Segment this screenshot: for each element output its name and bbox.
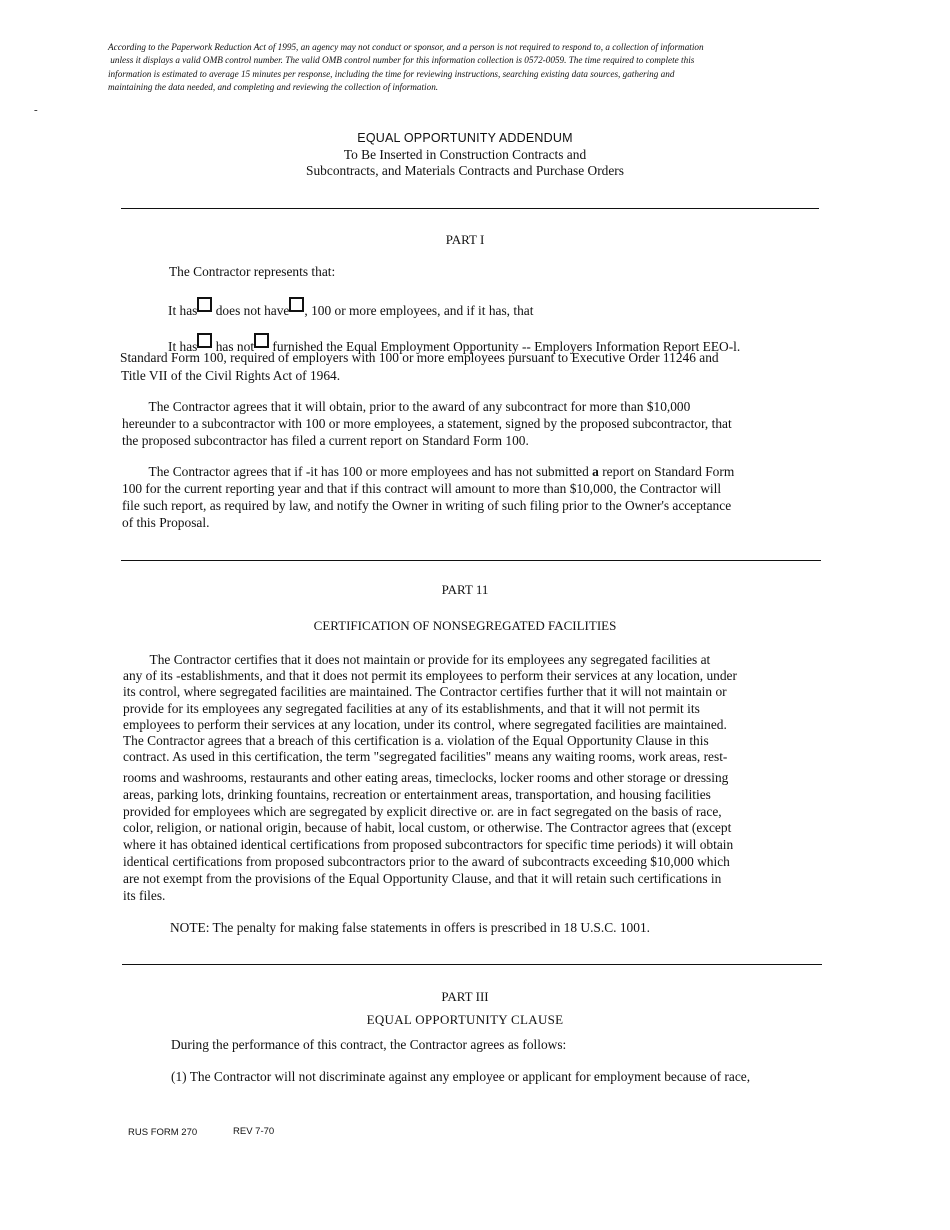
report-suffix: furnished the Equal Employment Opportunity -- Employers Information Report EEO-l. (269, 339, 741, 354)
notice-line: information is estimated to average 15 minutes per response, including the time for reviewing instructions, searching existing data sources, gathering and (108, 68, 675, 79)
part-2-heading: PART 11 (441, 582, 489, 597)
document-subtitle: Subcontracts, and Materials Contracts and Purchase Orders (306, 163, 624, 178)
paragraph-line: color, religion, or national origin, because of habit, local custom, or otherwise. The Contractor agrees that (except (123, 820, 732, 836)
paragraph-line: file such report, as required by law, and notify the Owner in writing of such filing prior to the Owner's acceptance (122, 498, 732, 513)
paragraph-line: The Contractor agrees that it will obtain, prior to the award of any subcontract for more than $10,000 (122, 399, 691, 414)
divider (122, 964, 822, 965)
penalty-note: NOTE: The penalty for making false statements in offers is prescribed in 18 U.S.C. 1001. (170, 920, 650, 935)
paragraph-line: are not exempt from the provisions of the Equal Opportunity Clause, and that it will retain such certifications in (123, 870, 722, 886)
divider (121, 208, 819, 209)
form-revision: REV 7-70 (233, 1126, 275, 1137)
paragraph-line: hereunder to a subcontractor with 100 or more employees, a statement, signed by the proposed subcontractor, that (122, 416, 732, 431)
employees-suffix: , 100 or more employees, and if it has, that (304, 303, 534, 318)
notice-line: maintaining the data needed, and completing and reviewing the collection of information. (108, 82, 439, 93)
paperwork-notice (108, 41, 828, 95)
has-employees-checkbox[interactable] (197, 297, 212, 312)
notice-line: unless it displays a valid OMB control number. The valid OMB control number for this information collection is 0572-0059. The time required to complete this (108, 55, 695, 66)
divider (121, 560, 821, 561)
part-3-heading: PART III (441, 989, 489, 1004)
paragraph-line: contract. As used in this certification, the term "segregated facilities" means any waiting rooms, work areas, rest- (123, 749, 728, 765)
paragraph-line: The Contractor agrees that a breach of this certification is a. violation of the Equal Opportunity Clause in this (123, 733, 709, 749)
paragraph-line: employees to perform their services at any location, under its control, where segregated facilities are maintained. (123, 716, 727, 732)
submit-line-1c: report on Standard Form (598, 464, 735, 479)
paragraph-line: areas, parking lots, drinking fountains, recreation or entertainment areas, transportation, and housing facilities (123, 786, 711, 802)
paragraph-line: any of its -establishments, and that it does not permit its employees to perform their services at any location, under (123, 668, 737, 684)
employees-middle: does not have (212, 303, 290, 318)
certification-paragraph-a (123, 652, 737, 765)
paragraph-line: 100 for the current reporting year and that if this contract will amount to more than $10,000, the Contractor will (122, 481, 722, 496)
paragraph-line: its control, where segregated facilities are maintained. The Contractor certifies further that it will not maintain or (123, 684, 727, 700)
paragraph-line: its files. (123, 887, 166, 903)
stray-mark: - (34, 104, 38, 116)
document-title: EQUAL OPPORTUNITY ADDENDUM (357, 131, 573, 145)
paragraph-line: provide for its employees any segregated facilities at any of its establishments, and that it will not permit its (123, 700, 700, 716)
obtain-paragraph (122, 398, 732, 449)
has-furnished-checkbox[interactable] (197, 333, 212, 348)
clause-item-1: (1) The Contractor will not discriminate against any employee or applicant for employment because of race, (171, 1069, 751, 1084)
document-subtitle: To Be Inserted in Construction Contracts and (343, 147, 587, 162)
paragraph-line: of this Proposal. (122, 515, 210, 530)
report-middle: has not (212, 339, 255, 354)
paragraph-line: provided for employees which are segregated by explicit directive or. are in fact segregated on the basis of race, (123, 803, 722, 819)
submit-line-1b: a (592, 464, 599, 479)
paragraph-line: The Contractor certifies that it does not maintain or provide for its employees any segregated facilities at (123, 652, 711, 667)
does-not-have-employees-checkbox[interactable] (289, 297, 304, 312)
report-prefix: It has (168, 339, 198, 354)
represents-text: The Contractor represents that: (169, 264, 336, 279)
paragraph-line: the proposed subcontractor has filed a current report on Standard Form 100. (122, 433, 529, 448)
paragraph-line: rooms and washrooms, restaurants and other eating areas, timeclocks, locker rooms and other storage or dressing (123, 770, 729, 785)
certification-paragraph-b (123, 770, 733, 904)
part-3-intro: During the performance of this contract, the Contractor agrees as follows: (171, 1037, 567, 1052)
report-line-3: Title VII of the Civil Rights Act of 1964. (121, 368, 341, 383)
paragraph-line: where it has obtained identical certifications from proposed subcontractors for specific time periods) it will obtain (123, 837, 734, 853)
paragraph-line: identical certifications from proposed subcontractors prior to the award of subcontracts exceeding $10,000 which (123, 853, 730, 869)
has-not-furnished-checkbox[interactable] (254, 333, 269, 348)
submit-line-1a: The Contractor agrees that if -it has 100 or more employees and has not submitted (122, 464, 593, 479)
submit-paragraph (122, 463, 734, 531)
employees-statement (168, 297, 533, 319)
part-3-subheading: EQUAL OPPORTUNITY CLAUSE (366, 1012, 564, 1027)
paragraph-line (122, 463, 734, 480)
part-1-heading: PART I (445, 232, 485, 247)
report-line-2: Standard Form 100, required of employers with 100 or more employees pursuant to Executive Order 11246 and (120, 350, 719, 365)
form-number: RUS FORM 270 (128, 1127, 198, 1138)
notice-line: According to the Paperwork Reduction Act of 1995, an agency may not conduct or sponsor, and a person is not required to respond to, a collection of information (108, 42, 704, 52)
employees-prefix: It has (168, 303, 198, 318)
part-2-subheading: CERTIFICATION OF NONSEGREGATED FACILITIES (313, 618, 617, 633)
